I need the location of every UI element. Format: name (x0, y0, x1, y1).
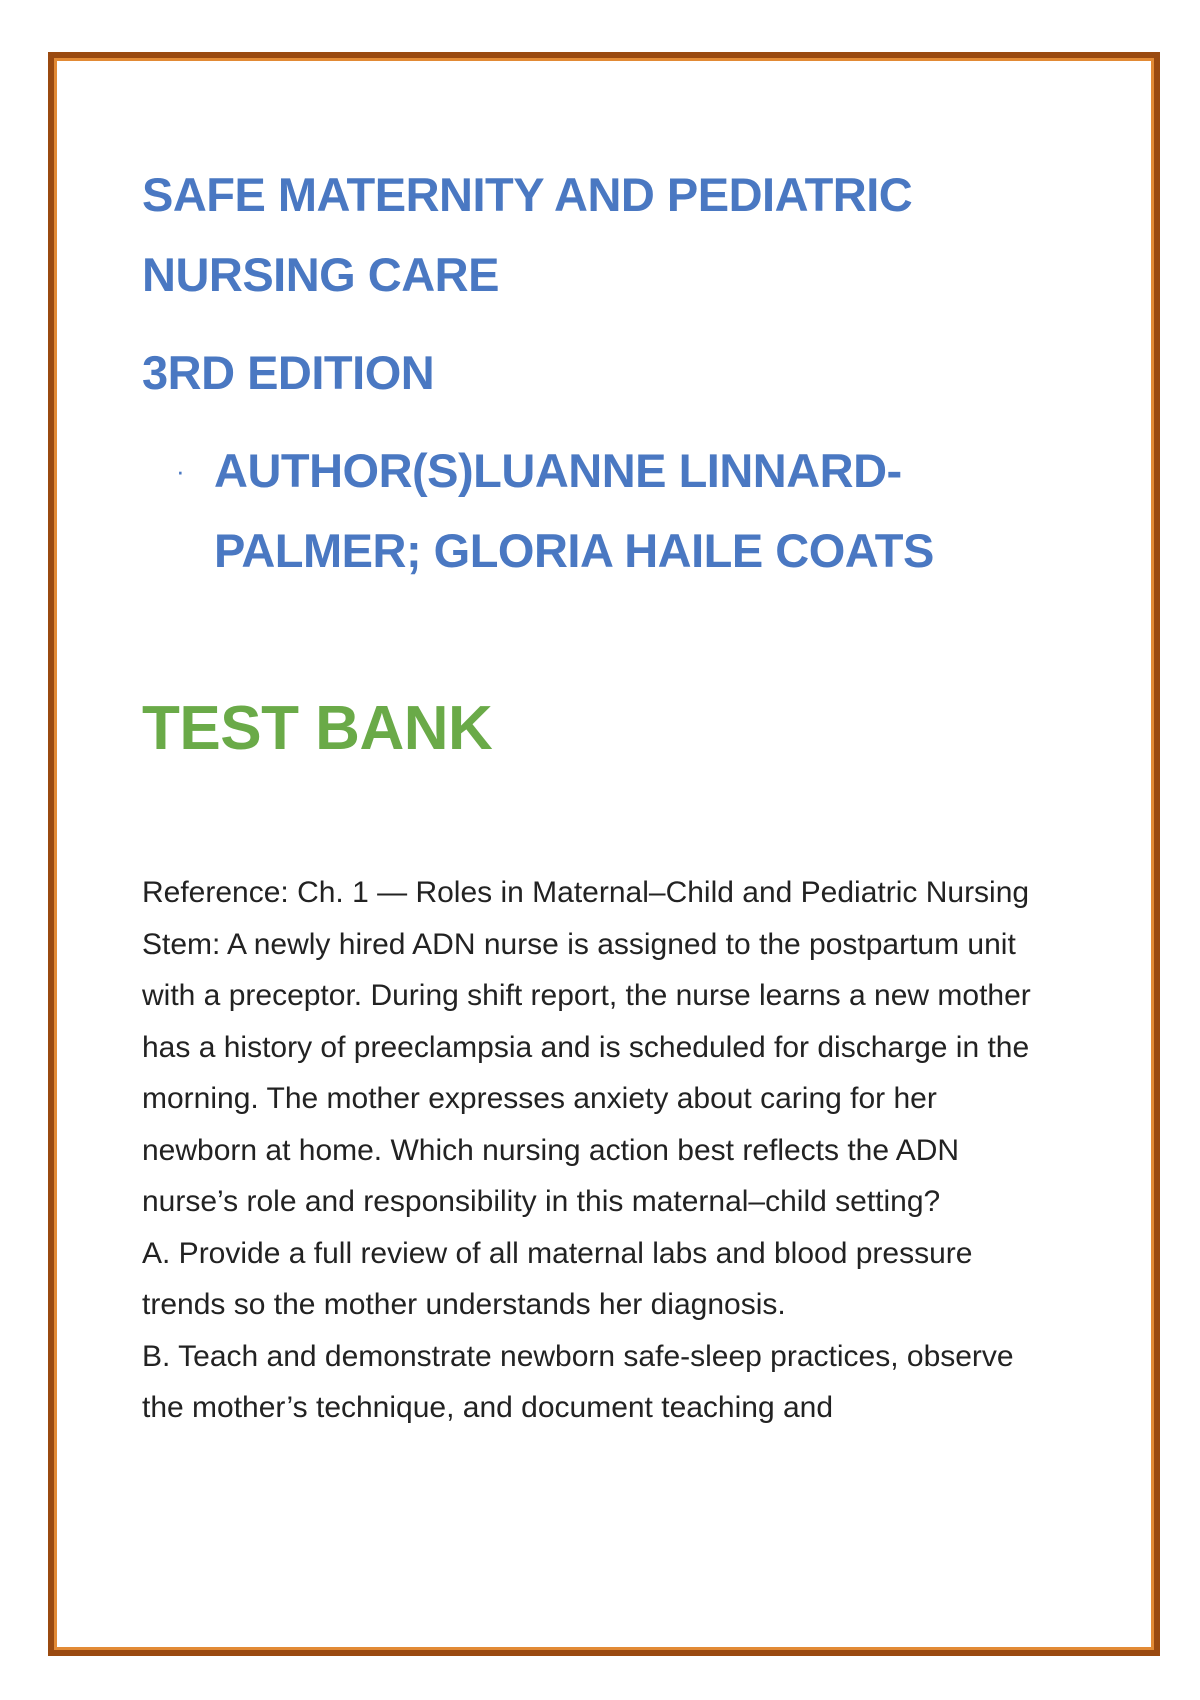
question-body (142, 867, 1052, 1434)
option-a: A. Provide a full review of all maternal labs and blood pressure trends so the mother understands her diagnosis. (142, 1236, 973, 1321)
author-list-item (176, 431, 1062, 591)
bullet-icon: · (176, 456, 185, 486)
option-b: B. Teach and demonstrate newborn safe-sleep practices, observe the mother’s technique, and document teaching and (142, 1339, 1014, 1424)
question-stem: Stem: A newly hired ADN nurse is assigned to the postpartum unit with a preceptor. During shift report, the nurse learns a new mother has a history of preeclampsia and is scheduled for discharge in the morning. The mother expresses anxiety about caring for her newborn at home. Which nursing action best reflects the ADN nurse’s role and responsibility in this maternal–child setting? (142, 927, 1031, 1218)
test-bank-heading: TEST BANK (142, 694, 493, 763)
reference-line: Reference: Ch. 1 — Roles in Maternal–Child and Pediatric Nursing (142, 876, 1030, 909)
edition-label: 3RD EDITION (142, 346, 435, 399)
author-names: AUTHOR(S)LUANNE LINNARD-PALMER; GLORIA HAILE COATS (214, 444, 934, 577)
book-title: SAFE MATERNITY AND PEDIATRIC NURSING CARE (142, 168, 913, 301)
document-content (142, 155, 1062, 1434)
